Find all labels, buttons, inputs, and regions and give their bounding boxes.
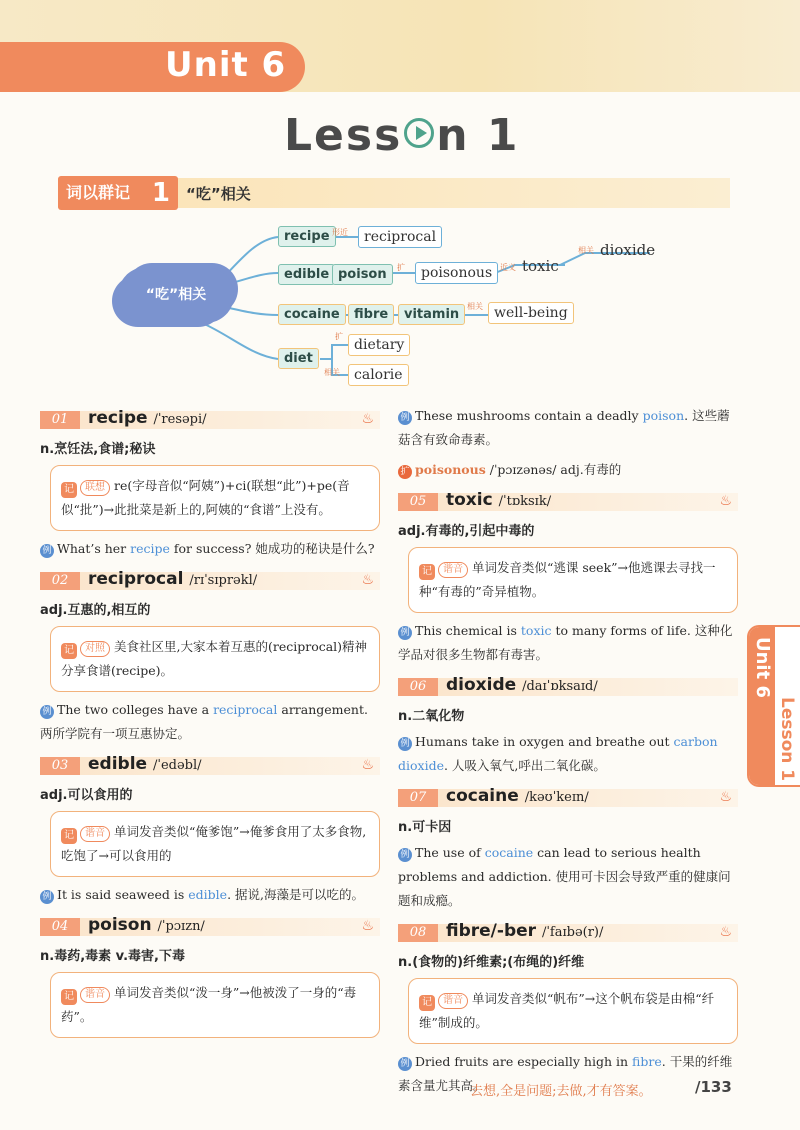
example-icon: 例	[398, 1057, 412, 1071]
example-icon: 例	[398, 848, 412, 862]
entry-pos: n.二氧化物	[398, 709, 465, 724]
extension: 扩 poisonous /ˈpɔɪzənəs/ adj.有毒的	[398, 458, 738, 482]
flame-icon: ♨	[361, 411, 374, 427]
rel-xiangguan-1: 相关	[578, 246, 594, 255]
example-icon: 例	[398, 737, 412, 751]
example: 例 The use of cocaine can lead to serious health problems and addiction. 使用可卡因会导致严重的健康问题和成瘾。	[398, 845, 731, 908]
entry-pos: adj.互惠的,相互的	[40, 603, 151, 618]
flame-icon: ♨	[361, 572, 374, 588]
memo-icon: 记	[419, 995, 435, 1011]
memo-tag: 谐音	[438, 993, 468, 1009]
memo-text: 单词发音类似“帆布”→这个帆布袋是由棉“纤维”制成的。	[419, 991, 715, 1030]
memo-text: 单词发音类似“逃课 seek”→他逃课去寻找一种“有毒的”奇异植物。	[419, 560, 716, 599]
entry-head-01	[40, 408, 380, 432]
rel-xiangguan-3: 相关	[324, 368, 340, 377]
node-edible: edible	[278, 264, 335, 285]
group-badge-text: 词以群记	[66, 183, 131, 202]
node-calorie: calorie	[348, 364, 409, 386]
entry-word: toxic /ˈtɒksɪk/	[446, 490, 552, 510]
entry-pos: n.毒药,毒素 v.毒害,下毒	[40, 949, 185, 964]
entry-word: edible /ˈedəbl/	[88, 754, 202, 774]
memo-box	[50, 626, 380, 692]
node-recipe: recipe	[278, 226, 336, 247]
entry-word: dioxide /daɪˈɒksaɪd/	[446, 675, 598, 695]
entry-head-07	[398, 786, 738, 810]
lesson-title-part1: Less	[284, 110, 403, 161]
entry-number: 01	[40, 411, 80, 429]
node-poisonous: poisonous	[415, 262, 498, 284]
footer-motto: 去想,全是问题;去做,才有答案。	[470, 1084, 652, 1099]
flame-icon: ♨	[719, 924, 732, 940]
flame-icon: ♨	[361, 757, 374, 773]
example: 例 These mushrooms contain a deadly poison. 这些蘑菇含有致命毒素。	[398, 408, 730, 447]
memo-box	[408, 978, 738, 1044]
play-icon[interactable]	[404, 118, 434, 148]
memo-tag: 对照	[80, 641, 110, 657]
unit-label: Unit 6	[165, 45, 287, 85]
entry-head-06	[398, 675, 738, 699]
entry-head-08	[398, 921, 738, 945]
flame-icon: ♨	[719, 493, 732, 509]
memo-text: re(字母音似“阿姨”)+ci(联想“此”)+pe(音似“批”)→此批菜是新上的,阿姨的“食谱”上没有。	[61, 478, 350, 517]
mindmap	[110, 215, 670, 395]
node-fibre: fibre	[348, 304, 394, 325]
entry-number: 07	[398, 789, 438, 807]
entry-pos: adj.可以食用的	[40, 788, 133, 803]
entry-head-05	[398, 490, 738, 514]
entry-number: 06	[398, 678, 438, 696]
example-icon: 例	[40, 544, 54, 558]
flame-icon: ♨	[719, 789, 732, 805]
node-dietary: dietary	[348, 334, 410, 356]
entry-word: fibre/-ber /ˈfaɪbə(r)/	[446, 921, 604, 941]
node-toxic: toxic	[522, 257, 559, 275]
memo-box	[408, 547, 738, 613]
entry-pos: n.(食物的)纤维素;(布绳的)纤维	[398, 955, 585, 970]
example: 例 What’s her recipe for success? 她成功的秘诀是什么?	[40, 537, 380, 561]
example-icon: 例	[398, 626, 412, 640]
example-icon: 例	[398, 411, 412, 425]
example: 例 The two colleges have a reciprocal arrangement. 两所学院有一项互惠协定。	[40, 702, 368, 741]
memo-icon: 记	[61, 989, 77, 1005]
memo-icon: 记	[61, 643, 77, 659]
group-title: “吃”相关	[186, 185, 251, 203]
entry-word: cocaine /kəʊˈkeɪn/	[446, 786, 589, 806]
group-badge-number: 1	[151, 178, 170, 208]
entry-pos: adj.有毒的,引起中毒的	[398, 524, 535, 539]
node-reciprocal: reciprocal	[358, 226, 442, 248]
entry-head-03	[40, 754, 380, 778]
node-poison: poison	[332, 264, 393, 285]
node-dioxide: dioxide	[600, 241, 656, 259]
mindmap-center: “吃”相关	[118, 267, 234, 323]
entry-number: 08	[398, 924, 438, 942]
page-number: /133	[695, 1078, 732, 1096]
lesson-title-part2: n 1	[436, 110, 520, 161]
rel-xingjin: 形近	[332, 228, 348, 237]
memo-box	[50, 465, 380, 531]
memo-tag: 谐音	[80, 826, 110, 842]
memo-box	[50, 811, 380, 877]
entry-word: poison /ˈpɔɪzn/	[88, 915, 205, 935]
extension-icon: 扩	[398, 465, 412, 479]
left-column	[40, 400, 380, 1042]
entry-number: 02	[40, 572, 80, 590]
memo-text: 单词发音类似“俺爹饱”→俺爹食用了太多食物,吃饱了→可以食用的	[61, 824, 367, 863]
rel-kuo: 扩	[397, 263, 405, 272]
node-diet: diet	[278, 348, 319, 369]
memo-icon: 记	[419, 564, 435, 580]
entry-pos: n.可卡因	[398, 820, 452, 835]
memo-icon: 记	[61, 482, 77, 498]
entry-number: 05	[398, 493, 438, 511]
memo-tag: 谐音	[438, 562, 468, 578]
node-vitamin: vitamin	[398, 304, 465, 325]
side-lesson: Lesson 1	[777, 697, 797, 782]
memo-text: 单词发音类似“泼一身”→他被泼了一身的“毒药”。	[61, 985, 357, 1024]
memo-text: 美食社区里,大家本着互惠的(reciprocal)精神分享食谱(recipe)。	[61, 639, 368, 678]
example: 例 This chemical is toxic to many forms of life. 这种化学品对很多生物都有毒害。	[398, 623, 733, 662]
entry-head-04	[40, 915, 380, 939]
side-tab[interactable]	[747, 625, 800, 787]
node-wellbeing: well-being	[488, 302, 574, 324]
side-unit: Unit 6	[752, 637, 773, 698]
rel-jinyi: 近义	[500, 263, 516, 272]
rel-xiangguan-2: 相关	[467, 302, 483, 311]
example: 例 Humans take in oxygen and breathe out carbon dioxide. 人吸入氧气,呼出二氧化碳。	[398, 734, 718, 773]
memo-box	[50, 972, 380, 1038]
memo-icon: 记	[61, 828, 77, 844]
example: 例 It is said seaweed is edible. 据说,海藻是可以吃的。	[40, 883, 380, 907]
flame-icon: ♨	[361, 918, 374, 934]
unit-tab	[0, 42, 305, 92]
node-cocaine: cocaine	[278, 304, 346, 325]
entry-pos: n.烹饪法,食谱;秘诀	[40, 442, 156, 457]
entry-word: recipe /ˈresəpi/	[88, 408, 207, 428]
memo-tag: 联想	[80, 480, 110, 496]
entry-head-02	[40, 569, 380, 593]
entry-number: 03	[40, 757, 80, 775]
example-icon: 例	[40, 705, 54, 719]
entry-number: 04	[40, 918, 80, 936]
example: 例 Dried fruits are especially high in fibre. 干果的纤维素含量尤其高。	[398, 1054, 733, 1093]
entry-word: reciprocal /rɪˈsɪprəkl/	[88, 569, 258, 589]
lesson-title	[284, 110, 520, 161]
rel-kuo-2: 扩	[335, 332, 343, 341]
right-column	[398, 398, 738, 1098]
memo-tag: 谐音	[80, 987, 110, 1003]
example-icon: 例	[40, 890, 54, 904]
group-badge	[58, 176, 178, 210]
